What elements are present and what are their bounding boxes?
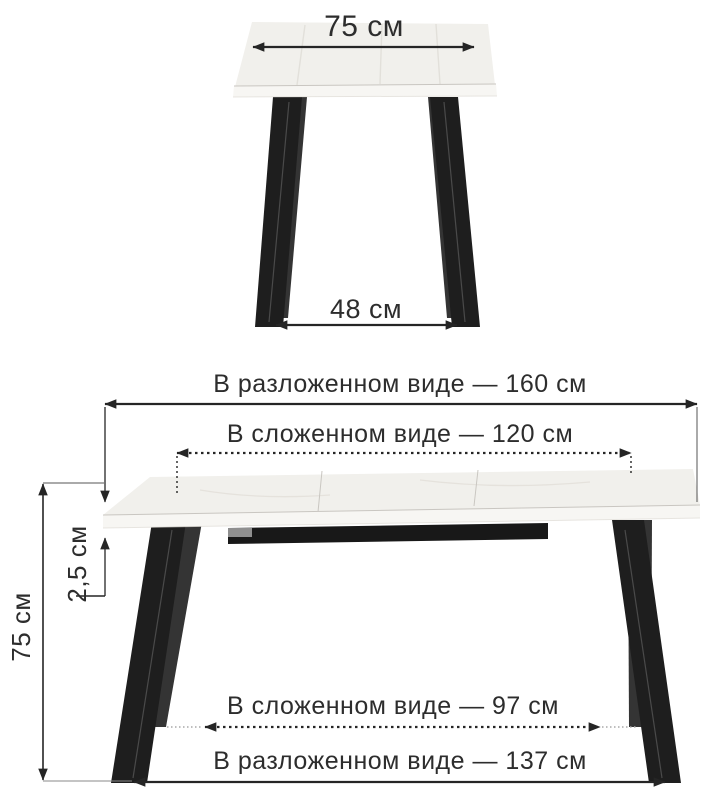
leg-span-label: 48 см bbox=[329, 294, 403, 324]
folded-length-label: В сложенном виде — 120 см bbox=[226, 420, 574, 448]
apron-bar bbox=[228, 523, 548, 544]
height-label: 75 см bbox=[6, 592, 36, 662]
thickness-label: 2,5 см bbox=[62, 525, 92, 603]
top-width-label: 75 см bbox=[324, 10, 404, 43]
apron-bracket bbox=[228, 528, 252, 537]
front-view-front-right-leg bbox=[612, 520, 681, 783]
front-view bbox=[6, 370, 700, 783]
unfolded-leg-span-label: В разложенном виде — 137 см bbox=[213, 747, 587, 775]
top-view bbox=[233, 10, 497, 327]
folded-leg-span-label: В сложенном виде — 97 см bbox=[227, 692, 559, 720]
unfolded-length-label: В разложенном виде — 160 см bbox=[213, 370, 587, 398]
